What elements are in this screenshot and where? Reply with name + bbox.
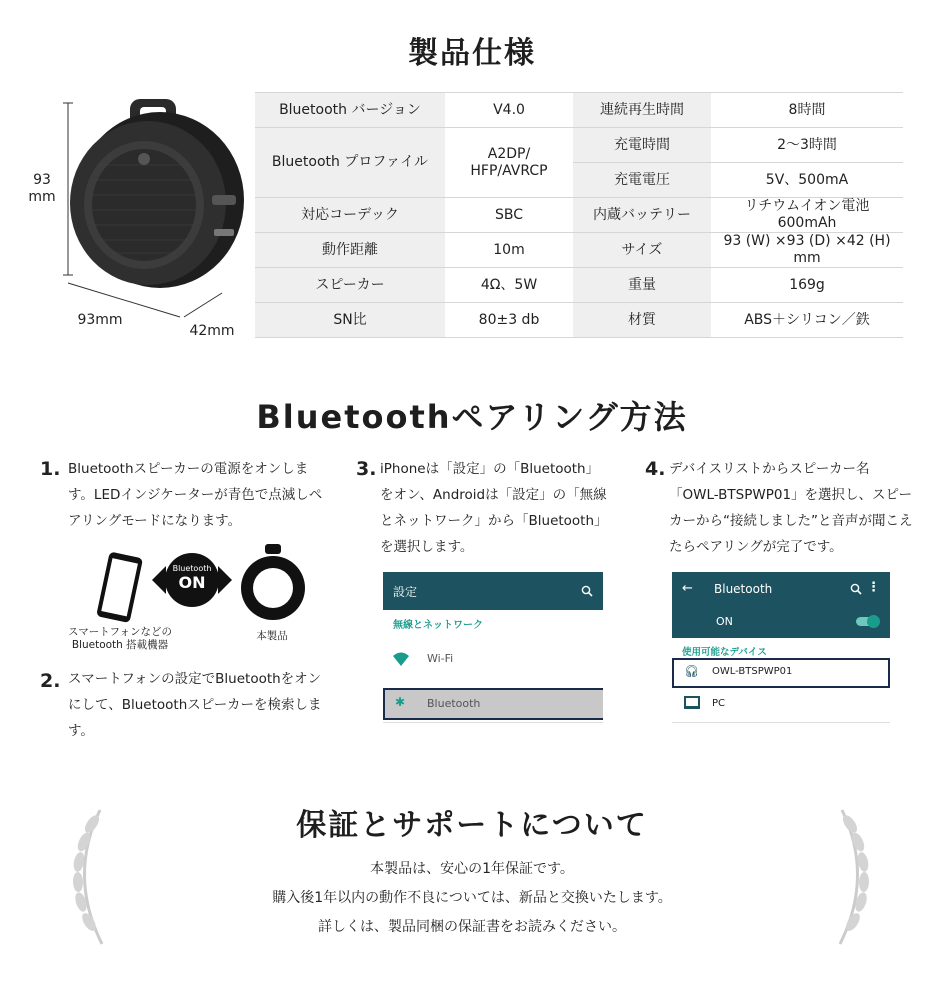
wifi-label: Wi-Fi (427, 652, 454, 665)
step-4 (645, 456, 915, 560)
spec-row (255, 268, 903, 303)
more-menu-icon[interactable]: ⋮ (867, 580, 880, 595)
headphones-icon: 🎧︎ (684, 664, 700, 678)
device-row-pc[interactable] (672, 690, 890, 718)
toggle-label: ON (716, 615, 733, 628)
bluetooth-on-badge (172, 564, 212, 592)
warranty-line-2: 購入後1年以内の動作不良については、新品と交換いたします。 (272, 890, 672, 906)
step-number: 4. (645, 458, 666, 480)
spec-label: SN比 (255, 303, 445, 338)
dim-height-label: 93 mm (28, 172, 56, 205)
step-1 (40, 456, 330, 534)
spec-value: 8時間 (711, 93, 903, 128)
bluetooth-app-bar (672, 572, 890, 606)
section-header: 無線とネットワーク (393, 620, 483, 631)
speaker-caption: 本製品 (256, 630, 288, 642)
warranty-title: 保証とサポートについて (296, 808, 648, 843)
device-name: OWL-BTSPWP01 (712, 666, 793, 677)
wifi-row[interactable] (383, 642, 603, 676)
smartphone-icon (88, 552, 148, 628)
dim-depth-label: 42mm (189, 323, 235, 339)
settings-app-bar (383, 572, 603, 610)
spec-value: リチウムイオン電池 600mAh (711, 198, 903, 233)
spec-value: 93 (W) ×93 (D) ×42 (H) mm (711, 233, 903, 268)
spec-value: 10m (445, 233, 573, 268)
spec-value: 80±3 db (445, 303, 573, 338)
spec-row (255, 198, 903, 233)
spec-row (255, 128, 903, 163)
spec-label: 連続再生時間 (573, 93, 711, 128)
step-number: 3. (356, 458, 377, 480)
spec-title: 製品仕様 (408, 36, 536, 71)
badge-line1: Bluetooth (172, 564, 212, 573)
spec-label: サイズ (573, 233, 711, 268)
bluetooth-toggle[interactable] (856, 617, 878, 626)
speaker-image (20, 95, 250, 345)
spec-value: SBC (445, 198, 573, 233)
spec-value: ABS＋シリコン／鉄 (711, 303, 903, 338)
warranty-line-3: 詳しくは、製品同梱の保証書をお読みください。 (318, 919, 626, 935)
spec-row (255, 233, 903, 268)
step-text: Bluetoothスピーカーの電源をオンします。LEDインジケーターが青色で点滅しペアリングモードになります。 (68, 461, 323, 529)
spec-label: 動作距離 (255, 233, 445, 268)
spec-row (255, 303, 903, 338)
spec-value: 2〜3時間 (711, 128, 903, 163)
back-arrow-icon[interactable]: ← (682, 581, 693, 596)
bluetooth-screen-title: Bluetooth (714, 582, 773, 596)
spec-value: A2DP/ HFP/AVRCP (445, 128, 573, 198)
search-icon[interactable] (850, 583, 862, 595)
dim-width-label: 93mm (77, 312, 123, 328)
laptop-icon (684, 696, 700, 709)
spec-label: スピーカー (255, 268, 445, 303)
bluetooth-toggle-row (672, 606, 890, 638)
spec-label: Bluetooth プロファイル (255, 128, 445, 198)
android-settings-screen (383, 572, 603, 723)
pairing-title: Bluetoothペアリング方法 (256, 398, 688, 436)
spec-label: Bluetooth バージョン (255, 93, 445, 128)
spec-label: 内蔵バッテリー (573, 198, 711, 233)
spec-row (255, 93, 903, 128)
spec-value: V4.0 (445, 93, 573, 128)
step-2 (40, 666, 330, 744)
step-text: スマートフォンの設定でBluetoothをオンにして、Bluetoothスピーカーを検索します。 (68, 671, 322, 739)
product-illustration (20, 95, 250, 345)
device-name: PC (712, 698, 726, 709)
android-bluetooth-screen (672, 572, 890, 723)
bluetooth-label: Bluetooth (427, 697, 481, 710)
warranty-line-1: 本製品は、安心の1年保証です。 (370, 861, 574, 877)
spec-label: 対応コーデック (255, 198, 445, 233)
speaker-icon (238, 542, 308, 622)
wifi-icon (393, 652, 409, 666)
spec-label: 充電電圧 (573, 163, 711, 198)
bluetooth-icon: ✱ (395, 695, 406, 709)
step-text: デバイスリストからスピーカー名「OWL-BTSPWP01」を選択し、スピーカーから“接続しました”と音声が聞こえたらペアリングが完了です。 (669, 461, 913, 555)
available-devices-header: 使用可能なデバイス (682, 647, 767, 658)
spec-value: 169g (711, 268, 903, 303)
device-row-speaker[interactable] (672, 658, 890, 688)
pairing-illustration (60, 542, 330, 652)
settings-title: 設定 (393, 585, 418, 599)
step-text: iPhoneは「設定」の「Bluetooth」をオン、Androidは「設定」の「無線とネットワーク」から「Bluetooth」を選択します。 (380, 461, 608, 555)
badge-line2: ON (178, 573, 206, 592)
step-number: 2. (40, 670, 61, 692)
spec-value: 4Ω、5W (445, 268, 573, 303)
step-number: 1. (40, 458, 61, 480)
step-3 (356, 456, 611, 560)
bluetooth-row[interactable] (383, 688, 603, 720)
spec-label: 重量 (573, 268, 711, 303)
spec-value: 5V、500mA (711, 163, 903, 198)
spec-label: 充電時間 (573, 128, 711, 163)
search-icon[interactable] (581, 585, 593, 597)
spec-label: 材質 (573, 303, 711, 338)
phone-caption: スマートフォンなどの Bluetooth 搭載機器 (68, 626, 172, 651)
spec-table (255, 92, 903, 338)
